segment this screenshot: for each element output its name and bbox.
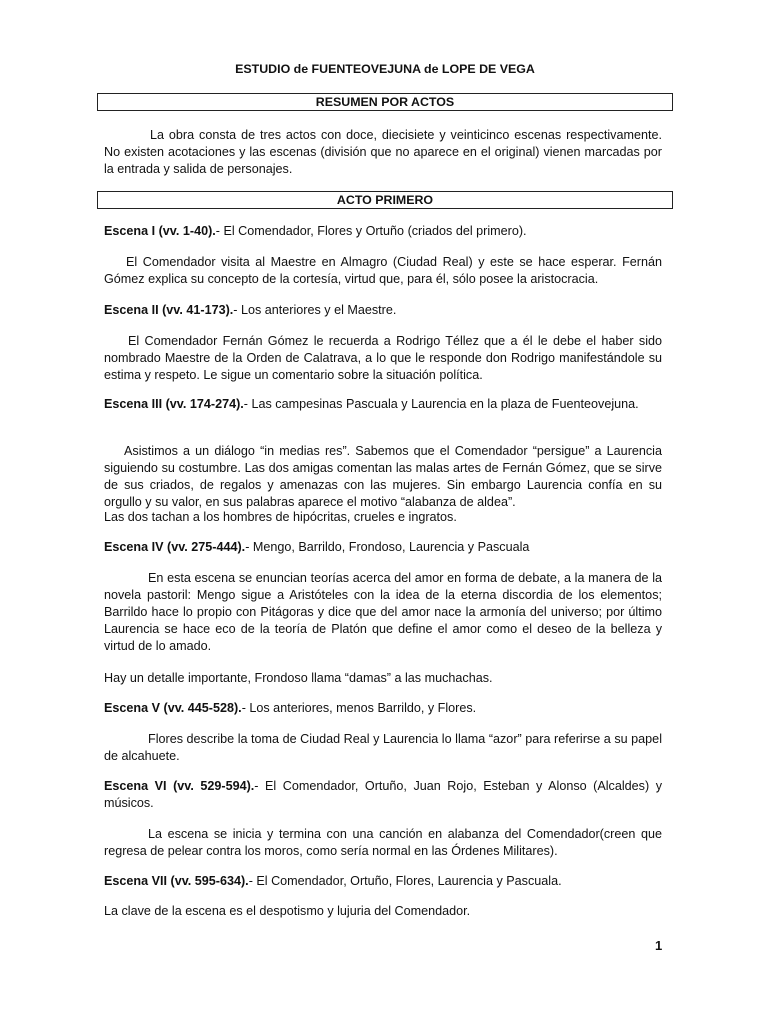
scene-cast: - El Comendador, Ortuño, Juan Rojo, Esteban y Alonso (Alcaldes) y músicos. bbox=[104, 779, 662, 810]
scene-title: Escena V (vv. 445-528). bbox=[104, 701, 242, 715]
page-number: 1 bbox=[655, 938, 663, 953]
scene-summary: Flores describe la toma de Ciudad Real y Laurencia lo llama “azor” para referirse a su papel de alcahuete. bbox=[104, 732, 662, 763]
scene-summary: En esta escena se enuncian teorías acerca del amor en forma de debate, a la manera de la novela pastoril: Mengo sigue a Aristóteles con la idea de la eterna discordia de los elementos; Barrildo hace lo propio con Pitágoras y dice que del amor nace la armonía del universo; por último Laurencia se hace eco de la teoría de Platón que define el amor como el deseo de la belleza y virtud de lo amado. bbox=[104, 571, 662, 653]
scene-summary: El Comendador Fernán Gómez le recuerda a Rodrigo Téllez que a él le debe el haber sido nombrado Maestre de la Orden de Calatrava, a lo que le responde don Rodrigo manifestándole su estima y respeto. Le sigue un comentario sobre la situación política. bbox=[104, 334, 662, 382]
scene-cast: - El Comendador, Ortuño, Flores, Laurencia y Pascuala. bbox=[248, 874, 562, 888]
scene-heading bbox=[104, 778, 662, 812]
scene-title: Escena VII (vv. 595-634). bbox=[104, 874, 249, 888]
document-title: ESTUDIO de FUENTEOVEJUNA de LOPE DE VEGA bbox=[235, 62, 535, 76]
scene-cast: - El Comendador, Flores y Ortuño (criados del primero). bbox=[215, 224, 527, 238]
scene-summary: La clave de la escena es el despotismo y lujuria del Comendador. bbox=[104, 904, 471, 918]
scene-title: Escena IV (vv. 275-444). bbox=[104, 540, 246, 554]
scene-heading bbox=[104, 302, 662, 319]
scene-heading bbox=[104, 539, 662, 556]
scene-summary: El Comendador visita al Maestre en Almagro (Ciudad Real) y este se hace esperar. Fernán Gómez explica su concepto de la cortesía, virtud que, para él, sólo posee la aristocracia. bbox=[104, 255, 662, 286]
scene-summary: Asistimos a un diálogo “in medias res”. Sabemos que el Comendador “persigue” a Laurencia siguiendo su costumbre. Las dos amigas comentan las malas artes de Fernán Gómez, que se sirve de sus criados, de regalos y amenazas con las mujeres. Sin embargo Laurencia confía en su orgullo y su valor, en sus palabras aparece el motivo “alabanza de aldea”. bbox=[104, 444, 662, 509]
scene-cast: - Los anteriores, menos Barrildo, y Flores. bbox=[241, 701, 477, 715]
scene-cast: - Las campesinas Pascuala y Laurencia en la plaza de Fuenteovejuna. bbox=[243, 397, 639, 411]
scene-cast: - Mengo, Barrildo, Frondoso, Laurencia y Pascuala bbox=[245, 540, 530, 554]
scene-heading bbox=[104, 223, 662, 240]
summary-section-header: RESUMEN POR ACTOS bbox=[97, 93, 673, 111]
scene-heading bbox=[104, 873, 662, 890]
scene-summary: Hay un detalle importante, Frondoso llama “damas” a las muchachas. bbox=[104, 671, 493, 685]
scene-cast: - Los anteriores y el Maestre. bbox=[233, 303, 397, 317]
intro-paragraph: La obra consta de tres actos con doce, diecisiete y veinticinco escenas respectivamente. No existen acotaciones y las escenas (división que no aparece en el original) vienen marcadas por la entrada y salida de personajes. bbox=[104, 128, 662, 176]
scene-title: Escena VI (vv. 529-594). bbox=[104, 779, 255, 793]
scene-summary: Las dos tachan a los hombres de hipócritas, crueles e ingratos. bbox=[104, 510, 457, 524]
scene-title: Escena I (vv. 1-40). bbox=[104, 224, 216, 238]
scene-summary: La escena se inicia y termina con una canción en alabanza del Comendador(creen que regresa de pelear contra los moros, como sería normal en las Órdenes Militares). bbox=[104, 827, 662, 858]
scene-heading bbox=[104, 700, 662, 717]
scene-heading bbox=[104, 396, 662, 413]
act-header: ACTO PRIMERO bbox=[97, 191, 673, 209]
scene-title: Escena II (vv. 41-173). bbox=[104, 303, 234, 317]
scene-title: Escena III (vv. 174-274). bbox=[104, 397, 244, 411]
